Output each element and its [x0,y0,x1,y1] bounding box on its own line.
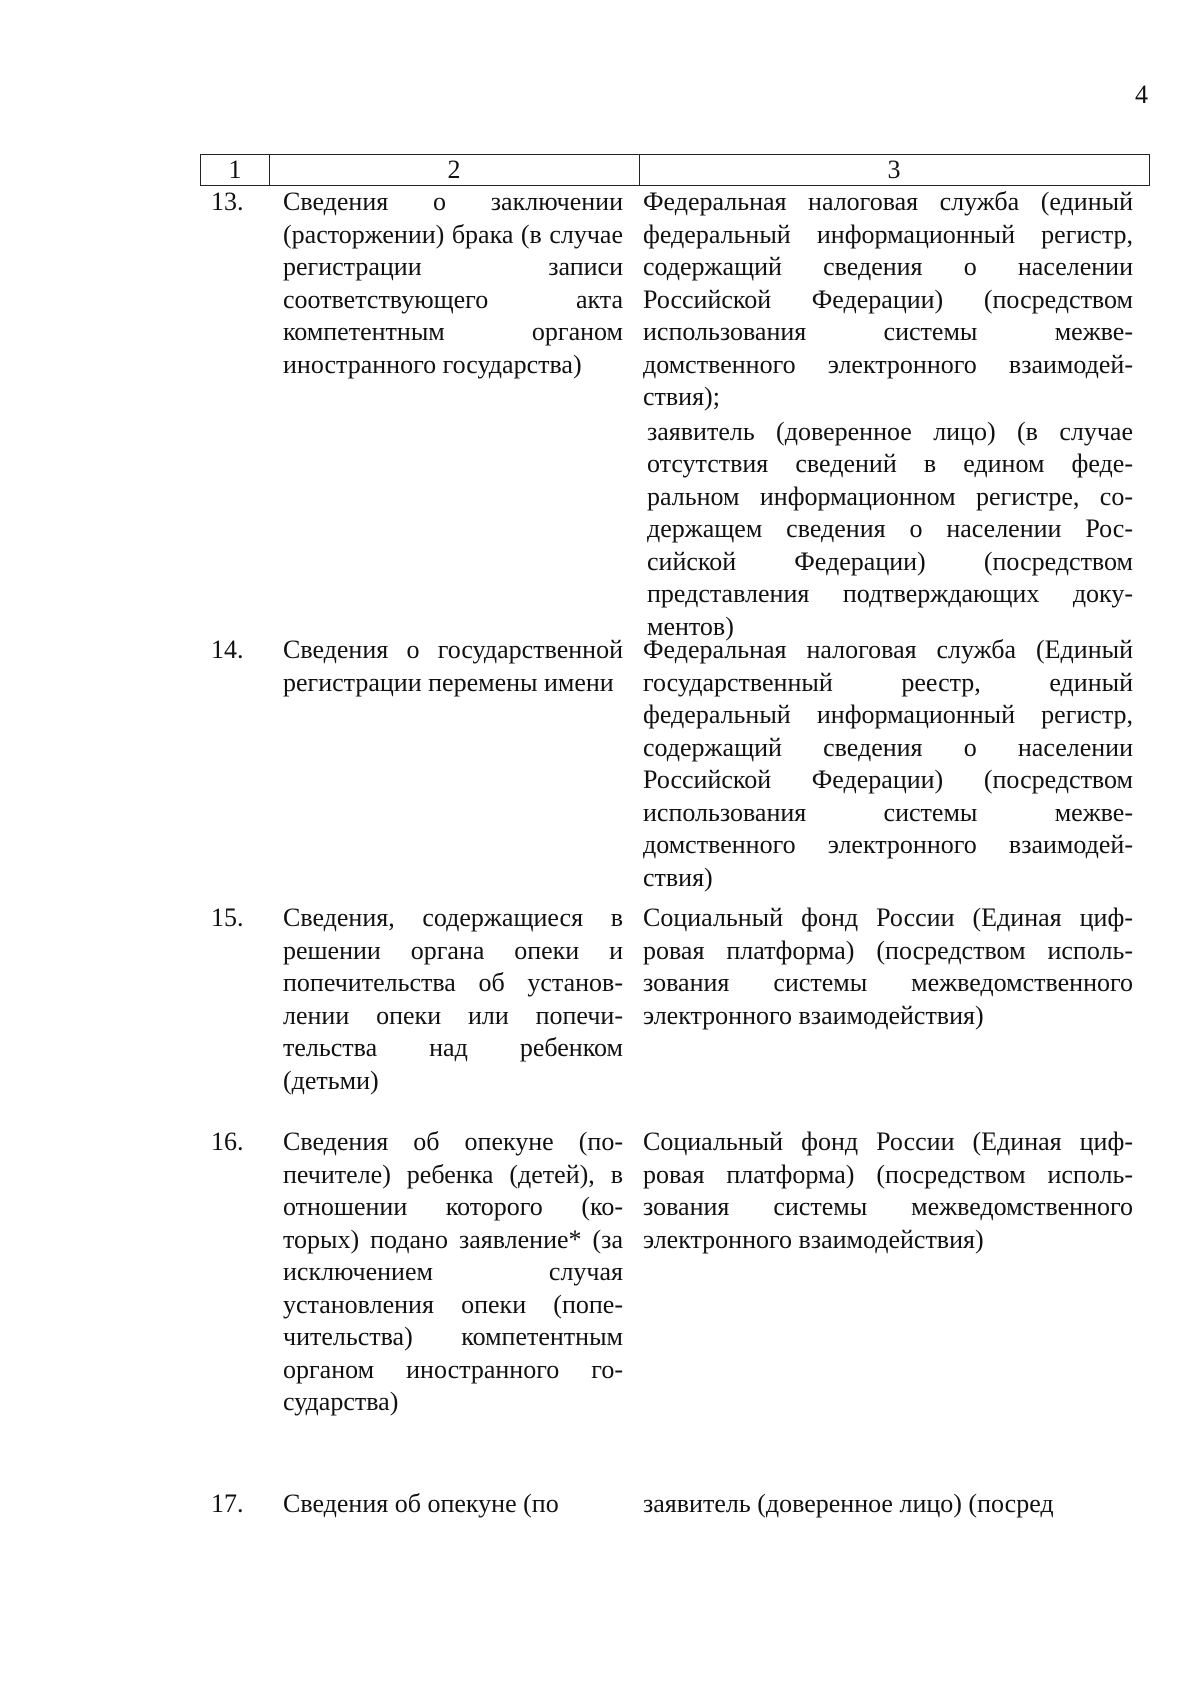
source-paragraph: Федеральная налоговая служба (единый федеральный информационный регистр, содержащий сведения о населении Российской Федерации) (посредством использования системы межведомственного электронного взаимодействия); [643,187,1133,411]
row-number: 15. [211,903,244,932]
row-info: Сведения о государственной регистрации перемены имени [283,635,623,697]
row-number: 14. [211,635,244,664]
row-info: Сведения о заключении (расторжении) брака (в случае регистрации записи соответствующего акта компетентным органом иностранного государства) [283,187,623,379]
row-number: 16. [211,1127,244,1156]
row-number: 17. [211,1489,244,1518]
header-col-2: 2 [269,155,640,185]
row-info: Сведения, содержащиеся в решении органа опеки и попечительства об установлении опеки или попечительства над ребенком (детьми) [283,903,623,1095]
row-sources [643,634,1133,894]
row-info: Сведения об опекуне (по [283,1489,559,1518]
row-sources [643,186,1133,643]
header-col-3: 3 [887,155,901,184]
source-paragraph: заявитель (доверенное лицо) (в случае отсутствия сведений в едином федеральном информационном регистре, содержащем сведения о населении Российской Федерации) (посредством представления подтверждающих документов) [647,416,1133,641]
source-paragraph: Федеральная налоговая служба (Единый государственный реестр, единый федеральный информационный регистр, содержащий сведения о населении Российской Федерации) (посредством использования системы межведомственного электронного взаимодействия) [643,635,1133,892]
page-number: 4 [1135,80,1148,109]
row-sources [643,1488,1133,1521]
source-paragraph: Социальный фонд России (Единая цифровая платформа) (посредством использования системы межведомственного электронного взаимодействия) [643,1127,1133,1254]
source-paragraph: заявитель (доверенное лицо) (посред [643,1489,1054,1518]
row-sources [643,902,1133,1032]
row-info: Сведения об опекуне (попечителе) ребенка (детей), в отношении которого (которых) подано заявление* (за исключением случая установления опеки (попечительства) компетентным органом иностранного государства) [283,1127,623,1416]
table-header-row [200,154,1150,186]
source-paragraph: Социальный фонд России (Единая цифровая платформа) (посредством использования системы межведомственного электронного взаимодействия) [643,903,1133,1030]
row-sources [643,1126,1133,1256]
header-col-1: 1 [201,155,270,185]
row-number: 13. [211,187,244,216]
